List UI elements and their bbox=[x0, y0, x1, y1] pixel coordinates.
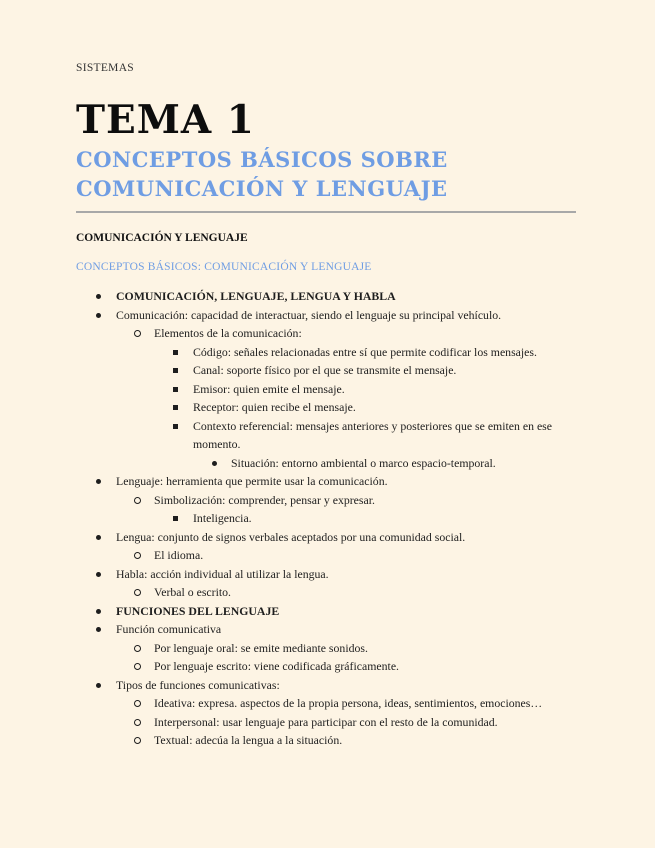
list-item bbox=[0, 639, 575, 658]
circle-icon bbox=[134, 639, 141, 652]
list-item-text: Situación: entorno ambiental o marco espacio-temporal. bbox=[231, 455, 496, 470]
list-item bbox=[0, 528, 575, 547]
list-item bbox=[0, 583, 575, 602]
disc-icon bbox=[212, 454, 217, 466]
square-icon bbox=[173, 343, 178, 355]
list-item bbox=[0, 398, 575, 417]
list-item-text: Receptor: quien recibe el mensaje. bbox=[193, 400, 356, 414]
list-item-text: El idioma. bbox=[154, 548, 204, 562]
list-item-text: Lenguaje: herramienta que permite usar la comunicación. bbox=[116, 474, 388, 488]
list-item bbox=[0, 361, 575, 380]
circle-icon bbox=[134, 546, 141, 559]
list-item-text: Código: señales relacionadas entre sí que permite codificar los mensajes. bbox=[193, 344, 537, 359]
list-item bbox=[0, 546, 575, 565]
list-item-text: Habla: acción individual al utilizar la lengua. bbox=[116, 566, 329, 581]
disc-icon bbox=[96, 565, 101, 577]
list-item-text: Elementos de la comunicación: bbox=[154, 326, 302, 340]
title-divider bbox=[76, 211, 576, 213]
disc-icon bbox=[96, 602, 101, 614]
list-item-text: COMUNICACIÓN, LENGUAJE, LENGUA Y HABLA bbox=[116, 289, 396, 303]
list-item bbox=[0, 380, 575, 399]
list-item-text: Interpersonal: usar lenguaje para participar con el resto de la comunidad. bbox=[154, 714, 498, 729]
circle-icon bbox=[134, 694, 141, 707]
list-item-text: Por lenguaje oral: se emite mediante sonidos. bbox=[154, 640, 368, 655]
list-item bbox=[0, 491, 575, 510]
square-icon bbox=[173, 417, 178, 429]
disc-icon bbox=[96, 528, 101, 540]
disc-icon bbox=[96, 287, 101, 299]
list-item bbox=[0, 306, 575, 325]
content-list bbox=[0, 287, 655, 750]
square-icon bbox=[173, 380, 178, 392]
header-label: SISTEMAS bbox=[76, 62, 134, 74]
page-title: TEMA 1 bbox=[76, 97, 255, 143]
list-item-text: Por lenguaje escrito: viene codificada gráficamente. bbox=[154, 659, 399, 673]
list-item bbox=[0, 731, 575, 750]
list-item bbox=[0, 602, 575, 621]
list-item-text: Textual: adecúa la lengua a la situación. bbox=[154, 733, 343, 747]
list-item bbox=[0, 287, 575, 306]
disc-icon bbox=[96, 306, 101, 318]
list-item-text: FUNCIONES DEL LENGUAJE bbox=[116, 603, 280, 618]
disc-icon bbox=[96, 676, 101, 688]
list-item bbox=[0, 454, 575, 473]
list-item-text: Simbolización: comprender, pensar y expresar. bbox=[154, 492, 375, 507]
list-item bbox=[0, 657, 575, 676]
circle-icon bbox=[134, 731, 141, 744]
list-item bbox=[0, 509, 575, 528]
list-item bbox=[0, 676, 575, 695]
list-item-text: Lengua: conjunto de signos verbales aceptados por una comunidad social. bbox=[116, 529, 466, 544]
subsection-heading: CONCEPTOS BÁSICOS: COMUNICACIÓN Y LENGUAJE bbox=[76, 261, 372, 273]
list-item bbox=[0, 343, 575, 362]
list-item-text: Contexto referencial: mensajes anteriores y posteriores que se emiten en ese momento. bbox=[193, 418, 553, 451]
page-subtitle: CONCEPTOS BÁSICOS SOBRE COMUNICACIÓN Y LENGUAJE bbox=[76, 147, 448, 201]
list-item bbox=[0, 694, 575, 713]
list-item-text: Función comunicativa bbox=[116, 622, 222, 636]
list-item-text: Tipos de funciones comunicativas: bbox=[116, 677, 280, 692]
list-item bbox=[0, 324, 575, 343]
list-item bbox=[0, 620, 575, 639]
list-item bbox=[0, 713, 575, 732]
square-icon bbox=[173, 398, 178, 410]
list-item bbox=[0, 417, 575, 454]
square-icon bbox=[173, 361, 178, 373]
square-icon bbox=[173, 509, 178, 521]
circle-icon bbox=[134, 491, 141, 504]
disc-icon bbox=[96, 472, 101, 484]
list-item-text: Comunicación: capacidad de interactuar, siendo el lenguaje su principal vehículo. bbox=[116, 307, 502, 322]
list-item-text: Ideativa: expresa. aspectos de la propia persona, ideas, sentimientos, emociones… bbox=[154, 696, 543, 710]
list-item-text: Canal: soporte físico por el que se transmite el mensaje. bbox=[193, 363, 457, 377]
circle-icon bbox=[134, 324, 141, 337]
list-item bbox=[0, 472, 575, 491]
circle-icon bbox=[134, 713, 141, 726]
circle-icon bbox=[134, 657, 141, 670]
list-item-text: Verbal o escrito. bbox=[154, 585, 231, 599]
list-item-text: Inteligencia. bbox=[193, 511, 252, 525]
disc-icon bbox=[96, 620, 101, 632]
list-item bbox=[0, 565, 575, 584]
section-heading: COMUNICACIÓN Y LENGUAJE bbox=[76, 232, 248, 244]
list-item-text: Emisor: quien emite el mensaje. bbox=[193, 381, 345, 396]
circle-icon bbox=[134, 583, 141, 596]
